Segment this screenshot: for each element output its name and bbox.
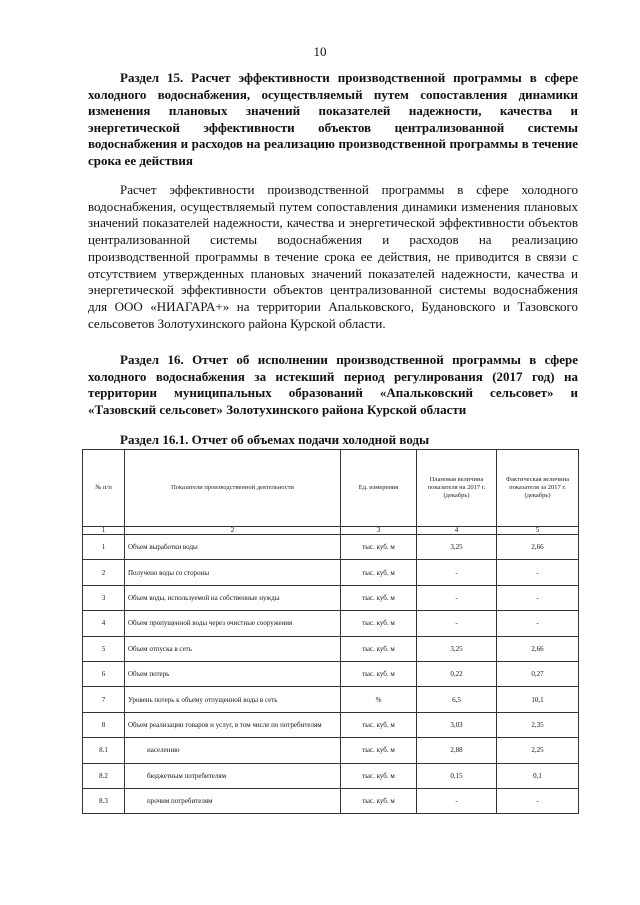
row-fact: - [497,560,579,585]
row-number: 7 [83,687,125,712]
row-fact: 0,27 [497,661,579,686]
row-indicator: Уровень потерь к объему отпущенной воды в сеть [125,687,341,712]
row-indicator: Объем пропущенной воды через очистные сооружения [125,611,341,636]
table-header-row [83,450,579,527]
row-unit: тыс. куб. м [341,738,417,763]
row-number: 8 [83,712,125,737]
row-number: 2 [83,560,125,585]
row-indicator: Объем воды, используемой на собственные нужды [125,585,341,610]
table-row [83,535,579,560]
row-fact: - [497,611,579,636]
row-number: 4 [83,611,125,636]
row-unit: тыс. куб. м [341,535,417,560]
page-number: 10 [313,44,327,59]
col-number: 5 [497,527,579,535]
col-number: 3 [341,527,417,535]
col-number: 4 [417,527,497,535]
row-number: 6 [83,661,125,686]
row-number: 8.1 [83,738,125,763]
row-unit: тыс. куб. м [341,585,417,610]
row-number: 5 [83,636,125,661]
row-indicator: Получено воды со стороны [125,560,341,585]
table-row [83,738,579,763]
table-row [83,763,579,788]
row-indicator: Объем отпуска в сеть [125,636,341,661]
row-plan: 3,25 [417,535,497,560]
header-unit: Ед. измерения [341,450,417,527]
column-number-row [83,527,579,535]
row-plan: 3,25 [417,636,497,661]
row-indicator: прочим потребителям [125,788,341,813]
table-row [83,636,579,661]
table-row [83,788,579,813]
col-number: 1 [83,527,125,535]
section-16-1-heading: Раздел 16.1. Отчет об объемах подачи холодной воды [120,432,430,447]
water-supply-volumes-table [82,449,579,814]
table-row [83,687,579,712]
row-plan: 0,22 [417,661,497,686]
row-unit: % [341,687,417,712]
row-unit: тыс. куб. м [341,560,417,585]
header-fact: Фактическая величина показателя за 2017 г. (декабрь) [497,450,579,527]
row-fact: 2,66 [497,636,579,661]
table-row [83,611,579,636]
row-fact: - [497,585,579,610]
table-row [83,560,579,585]
row-plan: 2,88 [417,738,497,763]
row-unit: тыс. куб. м [341,788,417,813]
table-row [83,712,579,737]
table-row [83,585,579,610]
row-plan: 3,03 [417,712,497,737]
row-indicator: Объем реализации товаров и услуг, в том числе по потребителям [125,712,341,737]
row-plan: - [417,585,497,610]
row-number: 8.2 [83,763,125,788]
row-unit: тыс. куб. м [341,661,417,686]
header-indicator: Показатели производственной деятельности [125,450,341,527]
row-plan: 0,15 [417,763,497,788]
header-plan: Плановая величина показателя на 2017 г. (декабрь) [417,450,497,527]
row-plan: 6,5 [417,687,497,712]
row-number: 8.3 [83,788,125,813]
row-fact: 10,1 [497,687,579,712]
header-number: № п/п [83,450,125,527]
row-unit: тыс. куб. м [341,636,417,661]
section-16-heading: Раздел 16. Отчет об исполнении производственной программы в сфере холодного водоснабжения за истекший период регулирования (2017 год) на территории муниципальных образований «Апальковский сельсовет» и «Тазовский сельсовет» Золотухинского района Курской области [88,352,578,417]
row-fact: 0,1 [497,763,579,788]
row-indicator: бюджетным потребителям [125,763,341,788]
row-fact: 2,35 [497,712,579,737]
row-fact: 2,25 [497,738,579,763]
row-number: 1 [83,535,125,560]
row-unit: тыс. куб. м [341,763,417,788]
row-number: 3 [83,585,125,610]
row-unit: тыс. куб. м [341,712,417,737]
row-indicator: населению [125,738,341,763]
row-indicator: Объем потерь [125,661,341,686]
row-indicator: Объем выработки воды [125,535,341,560]
row-plan: - [417,611,497,636]
row-fact: 2,66 [497,535,579,560]
row-plan: - [417,788,497,813]
row-unit: тыс. куб. м [341,611,417,636]
section-15-paragraph: Расчет эффективности производственной программы в сфере холодного водоснабжения, осуществляемый путем сопоставления динамики изменения плановых значений показателей надежности, качества и энергетической эффективности объектов централизованной системы водоснабжения и расходов на реализацию производственной программы в течение срока ее действия, не приводится в связи с отсутствием утвержденных плановых значений показателей надежности, качества и энергетической эффективности объектов централизованной системы водоснабжения для ООО «НИАГАРА+» на территории Апальковского, Будановского и Тазовского сельсоветов Золотухинского района Курской области. [88,182,578,331]
row-fact: - [497,788,579,813]
section-15-heading: Раздел 15. Расчет эффективности производственной программы в сфере холодного водоснабжения, осуществляемый путем сопоставления динамики изменения плановых значений показателей надежности, качества и энергетической эффективности объектов централизованной системы водоснабжения и расходов на реализацию производственной программы в течение срока ее действия [88,70,578,168]
table-row [83,661,579,686]
col-number: 2 [125,527,341,535]
row-plan: - [417,560,497,585]
